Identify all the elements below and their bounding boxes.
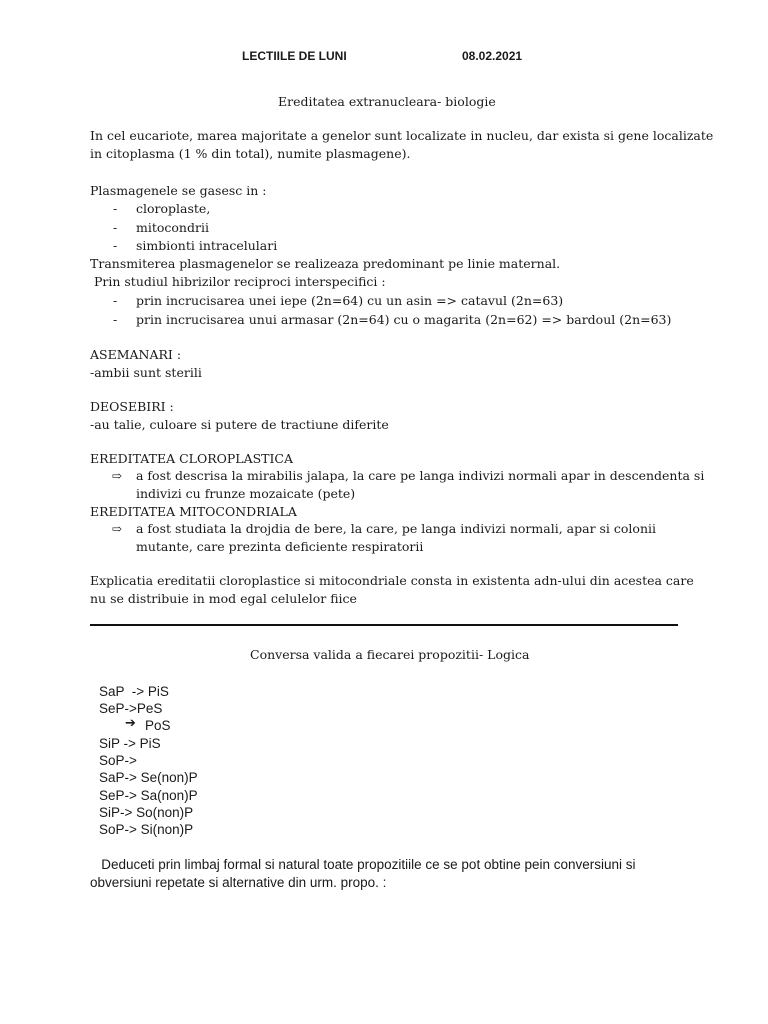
logic-heading: Conversa valida a fiecarei propozitii- Logica <box>250 647 530 662</box>
logic-line: SaP -> PiS <box>99 684 169 699</box>
logic-line: PoS <box>145 718 171 733</box>
explanation-line-2: nu se distribuie in mod egal celulelor fiice <box>90 591 357 606</box>
task-line-2: obversiuni repetate si alternative din urm. propo. : <box>90 875 387 890</box>
hybrids-text: Prin studiul hibrizilor reciproci interspecifici : <box>90 274 386 289</box>
task-line-1: Deduceti prin limbaj formal si natural toate propozitiile ce se pot obtine pein conversiuni si <box>90 857 636 872</box>
logic-line: SiP-> So(non)P <box>99 805 194 820</box>
header-date: 08.02.2021 <box>462 49 523 63</box>
mito-line-2: mutante, care prezinta deficiente respiratorii <box>136 539 424 554</box>
bullet-dash: - <box>113 293 118 308</box>
chloro-line-2: indivizi cu frunze mozaicate (pete) <box>136 486 356 501</box>
plasmagene-item: simbionti intracelulari <box>136 238 278 253</box>
hybrid-item: prin incrucisarea unui armasar (2n=64) cu o magarita (2n=62) => bardoul (2n=63) <box>136 312 672 327</box>
plasmagene-title: Plasmagenele se gasesc in : <box>90 183 267 198</box>
hollow-arrow-icon: ⇨ <box>112 522 123 536</box>
differences-title: DEOSEBIRI : <box>90 399 174 414</box>
biology-heading: Ereditatea extranucleara- biologie <box>278 94 496 109</box>
mito-title: EREDITATEA MITOCONDRIALA <box>90 504 297 519</box>
differences-text: -au talie, culoare si putere de tractiune diferite <box>90 417 389 432</box>
bullet-dash: - <box>113 220 118 235</box>
similarities-title: ASEMANARI : <box>90 347 182 362</box>
logic-line: SoP-> Si(non)P <box>99 822 194 837</box>
explanation-line-1: Explicatia ereditatii cloroplastice si mitocondriale consta in existenta adn-ului din acestea care <box>90 573 694 588</box>
logic-line: SoP-> <box>99 753 137 768</box>
bullet-dash: - <box>113 238 118 253</box>
intro-line-2: in citoplasma (1 % din total), numite plasmagene). <box>90 146 411 161</box>
similarities-text: -ambii sunt sterili <box>90 365 202 380</box>
logic-line: SaP-> Se(non)P <box>99 770 198 785</box>
logic-line: SeP-> Sa(non)P <box>99 788 198 803</box>
logic-line: SeP->PeS <box>99 701 163 716</box>
chloro-title: EREDITATEA CLOROPLASTICA <box>90 451 294 466</box>
bold-arrow-icon: ➔ <box>125 715 136 730</box>
chloro-line-1: a fost descrisa la mirabilis jalapa, la care pe langa indivizi normali apar in descendenta si <box>136 468 705 483</box>
logic-line: SiP -> PiS <box>99 736 161 751</box>
mito-line-1: a fost studiata la drojdia de bere, la care, pe langa indivizi normali, apar si colonii <box>136 521 656 536</box>
intro-line-1: In cel eucariote, marea majoritate a genelor sunt localizate in nucleu, dar exista si gene localizate <box>90 128 714 143</box>
bullet-dash: - <box>113 312 118 327</box>
plasmagene-item: cloroplaste, <box>136 201 211 216</box>
plasmagene-item: mitocondrii <box>136 220 209 235</box>
hollow-arrow-icon: ⇨ <box>112 469 123 483</box>
section-divider <box>90 624 678 626</box>
transmission-text: Transmiterea plasmagenelor se realizeaza predominant pe linie maternal. <box>90 256 561 271</box>
bullet-dash: - <box>113 201 118 216</box>
hybrid-item: prin incrucisarea unei iepe (2n=64) cu un asin => catavul (2n=63) <box>136 293 564 308</box>
header-title: LECTIILE DE LUNI <box>242 49 347 63</box>
